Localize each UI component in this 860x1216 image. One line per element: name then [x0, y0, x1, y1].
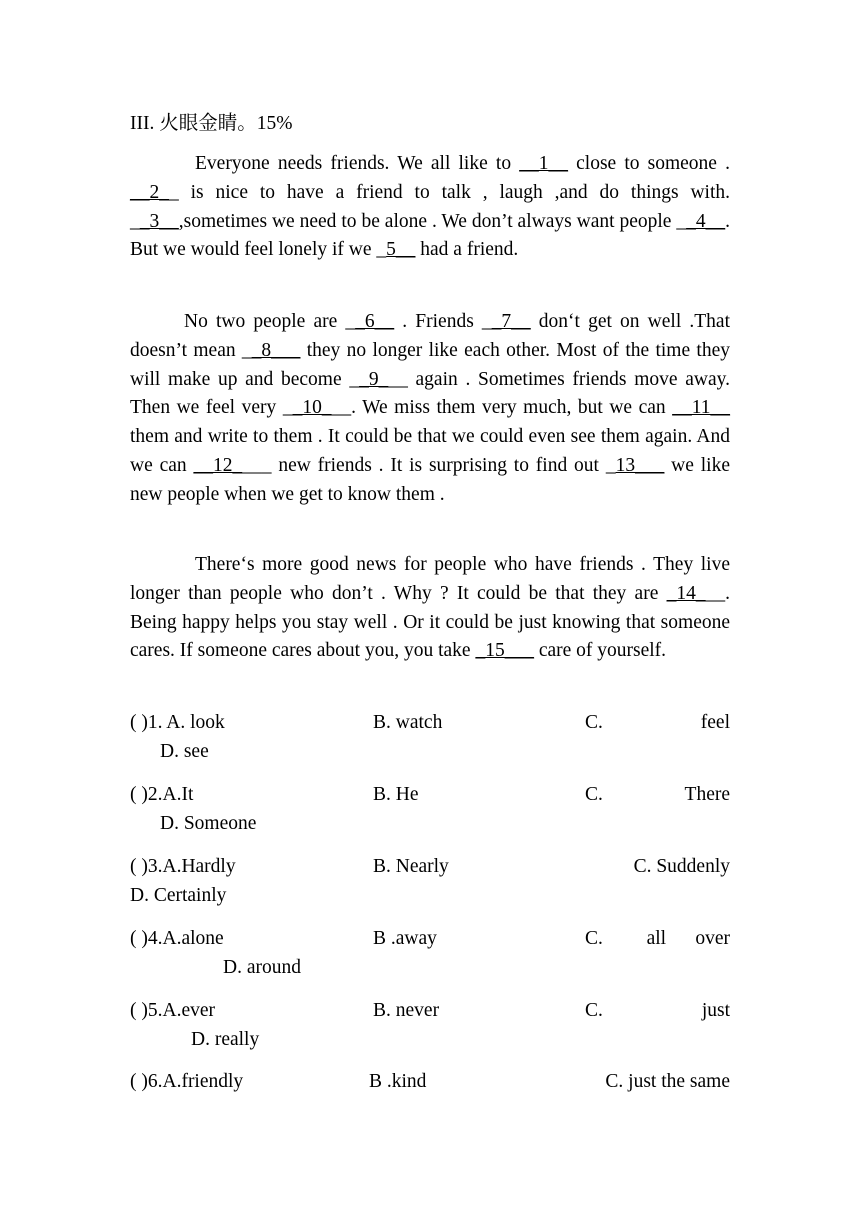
question-3-option-c-text: C. Suddenly — [633, 856, 730, 877]
passage-text: _ — [282, 397, 293, 419]
section-title: III. 火眼金睛。15% — [130, 113, 293, 134]
question-6-option-b: B .kind — [369, 1071, 427, 1092]
passage-text: _ is nice to have a friend to talk , laugh ,and do things with. — [169, 181, 730, 203]
question-4-option-c-text: all over — [646, 928, 730, 949]
blank-number: _6__ — [355, 311, 395, 332]
blank-number: _3__ — [139, 210, 179, 232]
blank-number: __1__ — [519, 153, 568, 174]
question-2-option-b: B. He — [373, 784, 419, 805]
passage-text: __. We miss them very much, but we can — [331, 397, 673, 419]
passage-text: close to someone . — [567, 153, 730, 174]
question-2-option-c: C. — [585, 784, 603, 805]
question-5-option-a: ( )5.A.ever — [130, 1000, 215, 1021]
question-5-option-d: D. really — [191, 1028, 260, 1050]
blank-number: _4__ — [686, 210, 726, 232]
passage-text: care of yourself. — [533, 640, 667, 662]
passage-text: _ — [130, 210, 140, 232]
question-3 — [130, 853, 730, 911]
passage-text: _ — [481, 311, 492, 332]
passage-text: __. Being happy helps you stay well . Or it could be just knowing that someone cares. If someone cares about you, you take — [130, 582, 730, 662]
blank-number: _7__ — [491, 311, 531, 332]
question-1-option-a: ( )1. A. look — [130, 712, 225, 733]
blank-number: 5__ — [386, 239, 416, 261]
question-1-option-c-text: feel — [700, 712, 730, 733]
question-5-option-c-text: just — [701, 1000, 730, 1021]
blank-number: 13___ — [615, 454, 665, 476]
question-2-option-c-text: There — [684, 784, 730, 805]
question-2 — [130, 781, 730, 839]
question-6-option-a: ( )6.A.friendly — [130, 1071, 244, 1092]
question-1-option-c: C. — [585, 712, 603, 733]
blank-number: _10_ — [292, 397, 332, 419]
question-3-option-b: B. Nearly — [373, 856, 449, 877]
passage-text: don‘t get on well .That doesn’t mean — [130, 311, 730, 361]
question-5 — [130, 997, 730, 1055]
question-1-option-d: D. see — [160, 740, 209, 762]
question-4-option-a: ( )4.A.alone — [130, 928, 224, 949]
passage-paragraph-1 — [130, 150, 730, 265]
passage-text: _ — [676, 210, 687, 232]
passage-text: we like new people when we get to know them . — [130, 454, 730, 505]
passage-text: There‘s more good news for people who have friends . They live longer than people who don’t . Why ? It could be that they are — [130, 554, 730, 604]
blank-number: _14_ — [666, 582, 706, 604]
question-5-option-b: B. never — [373, 1000, 440, 1021]
passage-text: _ — [345, 311, 356, 332]
passage-text: No two people are — [184, 311, 346, 332]
question-4-option-c: C. — [585, 928, 603, 949]
passage-paragraph-2 — [130, 308, 730, 510]
blank-number: _15___ — [475, 640, 534, 662]
passage-text: ___ new friends . It is surprising to find out _ — [242, 454, 616, 476]
blank-number: __12_ — [193, 454, 243, 476]
passage-text: . Friends — [394, 311, 482, 332]
blank-number: __2_ — [130, 181, 169, 203]
passage-text: had a friend. — [415, 239, 519, 261]
blank-number: _8___ — [251, 339, 301, 361]
question-5-option-c: C. — [585, 1000, 603, 1021]
passage-text: Everyone needs friends. We all like to — [195, 153, 520, 174]
question-6-option-c-text: C. just the same — [605, 1071, 730, 1092]
question-1-option-b: B. watch — [373, 712, 443, 733]
question-3-option-d: D. Certainly — [130, 884, 227, 906]
question-4-option-b: B .away — [373, 928, 437, 949]
passage-text: __ again . Sometimes friends move away. Then we feel very — [130, 368, 730, 419]
question-4-option-d: D. around — [223, 956, 301, 978]
question-3-option-a: ( )3.A.Hardly — [130, 856, 236, 877]
passage-text: . But we would feel lonely if we _ — [130, 210, 730, 261]
question-6 — [130, 1068, 730, 1126]
passage-text: ,sometimes we need to be alone . We don’t always want people — [178, 210, 677, 232]
blank-number: _9_ — [359, 368, 389, 390]
passage-text: they no longer like each other. Most of the time they will make up and become — [130, 339, 731, 390]
passage-paragraph-3 — [130, 551, 730, 666]
blank-number: __11__ — [672, 397, 730, 419]
question-2-option-d: D. Someone — [160, 812, 257, 834]
passage-text: _ — [349, 368, 360, 390]
passage-text: them and write to them . It could be that we could even see them again. And we can — [130, 426, 730, 476]
question-2-option-a: ( )2.A.It — [130, 784, 194, 805]
question-4 — [130, 925, 730, 983]
passage-text: _ — [241, 339, 252, 361]
question-1 — [130, 709, 730, 767]
